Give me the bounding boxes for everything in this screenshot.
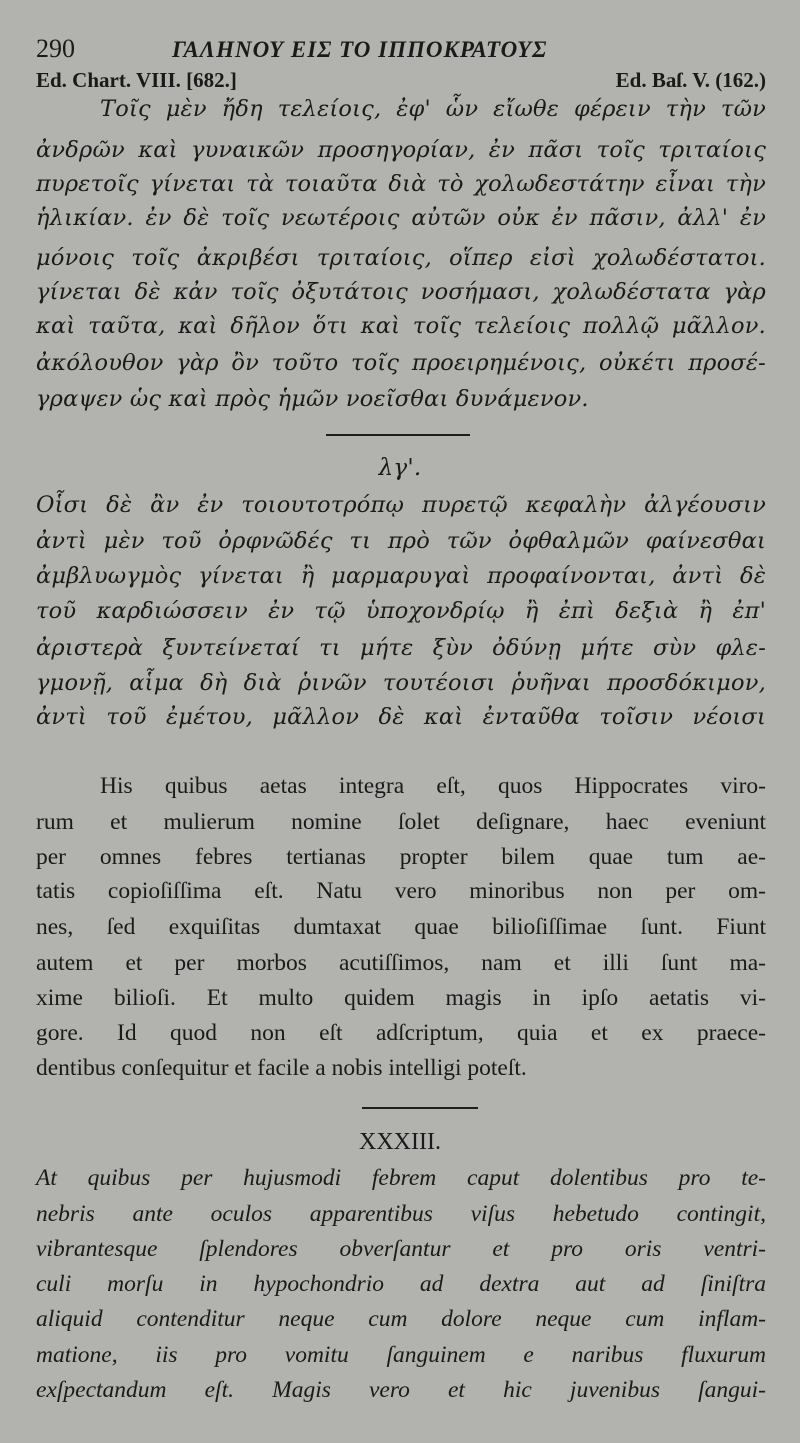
latin-aphorism-line: nebris ante oculos apparentibus viſus hebetudo contingit, bbox=[36, 1201, 766, 1227]
edition-references bbox=[36, 70, 766, 94]
page-number: 290 bbox=[36, 34, 75, 63]
latin-aphorism-line: matione, iis pro vomitu ſanguinem e naribus fluxurum bbox=[36, 1342, 766, 1368]
latin-commentary-line: xime bilioſi. Et multo quidem magis in ipſo aetatis vi- bbox=[36, 985, 766, 1011]
greek-commentary-line: ἡλικίαν. ἐν δὲ τοῖς νεωτέροις αὐτῶν οὐκ ἐν πᾶσιν, ἀλλ' ἐν bbox=[36, 205, 766, 231]
edition-chart-ref: Ed. Chart. VIII. [682.] bbox=[36, 68, 237, 92]
greek-commentary-line: γίνεται δὲ κἀν τοῖς ὀξυτάτοις νοσήμασι, χολωδέστατα γὰρ bbox=[36, 279, 766, 305]
section-divider bbox=[362, 1107, 478, 1109]
greek-commentary-line: γραψεν ὡς καὶ πρὸς ἡμῶν νοεῖσθαι δυνάμενον. bbox=[36, 386, 589, 412]
greek-aphorism-line: ἀριστερὰ ξυντείνεταί τι μήτε ξὺν ὀδύνῃ μήτε σὺν φλε- bbox=[36, 635, 766, 661]
greek-aphorism-line: ἀντὶ τοῦ ἐμέτου, μᾶλλον δὲ καὶ ἐνταῦθα τοῖσιν νέοισι bbox=[36, 704, 766, 730]
latin-commentary-line: gore. Id quod non eſt adſcriptum, quia et ex praece- bbox=[36, 1020, 766, 1046]
running-title: ΓΑΛΗΝΟΥ ΕΙΣ ΤΟ ΙΠΠΟΚΡΑΤΟΥΣ bbox=[172, 37, 548, 62]
latin-aphorism-line: vibrantesque ſplendores obverſantur et pro oris ventri- bbox=[36, 1236, 766, 1262]
greek-commentary-line: ἀκόλουθον γὰρ ὂν τοῦτο τοῖς προειρημένοις, οὐκέτι προσέ- bbox=[36, 350, 766, 376]
latin-aphorism-line: At quibus per hujusmodi febrem caput dolentibus pro te- bbox=[36, 1165, 766, 1191]
latin-aphorism-line: aliquid contenditur neque cum dolore neque cum inflam- bbox=[36, 1306, 766, 1332]
greek-aphorism-line: ἀντὶ μὲν τοῦ ὀρφνῶδές τι πρὸ τῶν ὀφθαλμῶν φαίνεσθαι bbox=[36, 528, 766, 554]
edition-basel-ref: Ed. Baſ. V. (162.) bbox=[615, 68, 766, 92]
latin-commentary-line: His quibus aetas integra eſt, quos Hippocrates viro- bbox=[100, 773, 766, 799]
greek-aphorism-line: Οἷσι δὲ ἂν ἐν τοιουτοτρόπῳ πυρετῷ κεφαλὴν ἀλγέουσιν bbox=[36, 492, 766, 518]
latin-section-number: XXXIII. bbox=[359, 1129, 441, 1155]
latin-commentary-line: dentibus conſequitur et facile a nobis intelligi poteſt. bbox=[36, 1055, 527, 1081]
greek-commentary-line: πυρετοῖς γίνεται τὰ τοιαῦτα διὰ τὸ χολωδεστάτην εἶναι τὴν bbox=[36, 171, 766, 197]
latin-commentary-line: autem et per morbos acutiſſimos, nam et illi ſunt ma- bbox=[36, 950, 766, 976]
latin-commentary-line: per omnes febres tertianas propter bilem quae tum ae- bbox=[36, 844, 766, 870]
latin-commentary-line: nes, ſed exquiſitas dumtaxat quae bilioſiſſimae ſunt. Fiunt bbox=[36, 914, 766, 940]
greek-commentary-line: ἀνδρῶν καὶ γυναικῶν προσηγορίαν, ἐν πᾶσι τοῖς τριταίοις bbox=[36, 137, 766, 163]
greek-aphorism-line: γμονῇ, αἷμα δὴ διὰ ῥινῶν τουτέοισι ῥυῆναι προσδόκιμον, bbox=[36, 670, 766, 696]
greek-commentary-line: Τοῖς μὲν ἤδη τελείοις, ἐφ' ὧν εἴωθε φέρειν τὴν τῶν bbox=[100, 96, 766, 122]
greek-section-number: λγ'. bbox=[378, 455, 422, 481]
greek-commentary-line: καὶ ταῦτα, καὶ δῆλον ὅτι καὶ τοῖς τελείοις πολλῷ μᾶλλον. bbox=[36, 313, 766, 339]
latin-aphorism-line: culi morſu in hypochondrio ad dextra aut ad ſiniſtra bbox=[36, 1271, 766, 1297]
latin-commentary-line: tatis copioſiſſima eſt. Natu vero minoribus non per om- bbox=[36, 878, 766, 904]
greek-commentary-line: μόνοις τοῖς ἀκριβέσι τριταίοις, οἵπερ εἰσὶ χολωδέστατοι. bbox=[36, 245, 766, 271]
latin-commentary-line: rum et mulierum nomine ſolet deſignare, haec eveniunt bbox=[36, 809, 766, 835]
greek-aphorism-line: ἀμβλυωγμὸς γίνεται ἢ μαρμαρυγαὶ προφαίνονται, ἀντὶ δὲ bbox=[36, 563, 766, 589]
greek-aphorism-line: τοῦ καρδιώσσειν ἐν τῷ ὑποχονδρίῳ ἢ ἐπὶ δεξιὰ ἢ ἐπ' bbox=[36, 598, 766, 624]
section-divider bbox=[326, 434, 470, 436]
running-header bbox=[36, 36, 766, 66]
latin-aphorism-line: exſpectandum eſt. Magis vero et hic juvenibus ſangui- bbox=[36, 1377, 766, 1403]
